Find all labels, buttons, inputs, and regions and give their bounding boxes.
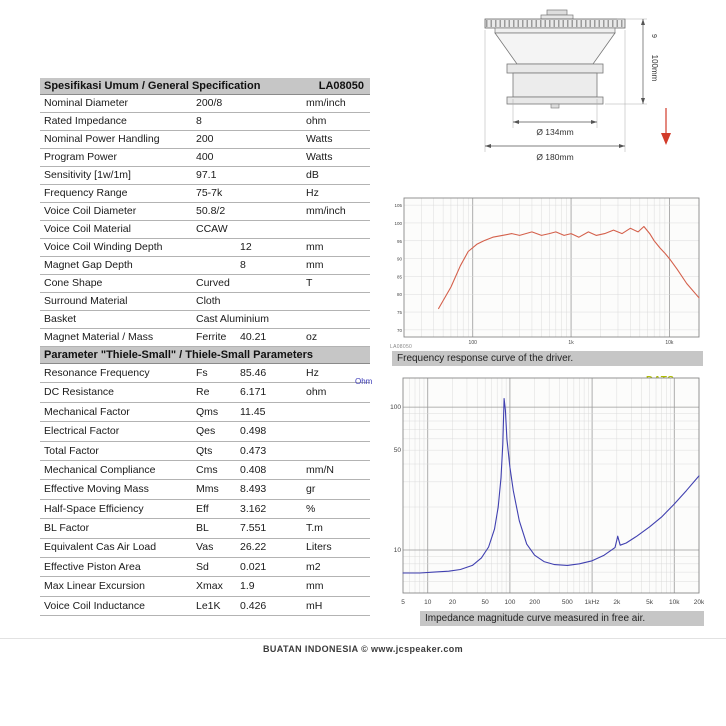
impedance-chart bbox=[384, 372, 704, 606]
table-cell: 0.021 bbox=[240, 560, 267, 573]
svg-text:5k: 5k bbox=[646, 599, 653, 606]
table-row bbox=[40, 329, 370, 347]
table-cell: Qms bbox=[196, 405, 219, 418]
table-cell: dB bbox=[306, 169, 319, 182]
table-row bbox=[40, 442, 370, 461]
table-cell: mm/inch bbox=[306, 97, 346, 110]
table-cell: Cone Shape bbox=[44, 277, 103, 290]
table-cell: Mms bbox=[196, 483, 219, 496]
table-cell: gr bbox=[306, 483, 316, 496]
svg-text:1kHz: 1kHz bbox=[584, 599, 600, 606]
table-cell: Sd bbox=[196, 560, 209, 573]
svg-text:70: 70 bbox=[396, 327, 402, 333]
table-cell: Rated Impedance bbox=[44, 115, 127, 128]
red-arrow-icon bbox=[661, 108, 671, 145]
table-row bbox=[40, 403, 370, 422]
svg-text:100: 100 bbox=[468, 340, 477, 346]
dimension-label-height: 100mm bbox=[650, 54, 659, 82]
frequency-response-plot bbox=[388, 194, 702, 346]
table-cell: DC Resistance bbox=[44, 386, 115, 399]
table-cell: Basket bbox=[44, 313, 77, 326]
svg-text:85: 85 bbox=[396, 274, 402, 280]
table-cell: Voice Coil Inductance bbox=[44, 599, 145, 612]
table-cell: mH bbox=[306, 599, 323, 612]
table-row bbox=[40, 422, 370, 441]
table-cell: Effective Moving Mass bbox=[44, 483, 149, 496]
table-cell: BL Factor bbox=[44, 522, 90, 535]
table-cell: Voice Coil Winding Depth bbox=[44, 241, 163, 254]
table-cell: Vas bbox=[196, 541, 214, 554]
dimension-label-outer-diameter: Ø 180mm bbox=[536, 152, 574, 162]
table-cell: mm bbox=[306, 259, 324, 272]
thiele-small-title: Parameter "Thiele-Small" / Thiele-Small Parameters bbox=[44, 349, 314, 361]
dimension-label-inner-diameter: Ø 134mm bbox=[536, 127, 574, 137]
table-cell: Half-Space Efficiency bbox=[44, 502, 144, 515]
svg-text:50: 50 bbox=[393, 447, 401, 455]
table-cell: Program Power bbox=[44, 151, 117, 164]
table-cell: T.m bbox=[306, 522, 323, 535]
table-row bbox=[40, 500, 370, 519]
table-row bbox=[40, 275, 370, 293]
svg-text:5: 5 bbox=[401, 599, 405, 606]
table-cell: Frequency Range bbox=[44, 187, 128, 200]
footer-text: BUATAN INDONESIA © www.jcspeaker.com bbox=[262, 644, 464, 654]
table-row bbox=[40, 539, 370, 558]
table-cell: Effective Piston Area bbox=[44, 560, 141, 573]
table-cell: Magnet Gap Depth bbox=[44, 259, 133, 272]
svg-text:90: 90 bbox=[396, 256, 402, 262]
table-cell: 400 bbox=[196, 151, 214, 164]
speaker-drawing bbox=[455, 6, 710, 186]
table-row bbox=[40, 185, 370, 203]
impedance-y-axis-label: Ohm bbox=[355, 377, 373, 386]
table-cell: 12 bbox=[240, 241, 252, 254]
svg-text:100: 100 bbox=[504, 599, 516, 606]
table-cell: Xmax bbox=[196, 580, 223, 593]
table-cell: 8 bbox=[240, 259, 246, 272]
svg-text:1k: 1k bbox=[568, 340, 574, 346]
table-cell: 0.426 bbox=[240, 599, 267, 612]
table-cell: ohm bbox=[306, 115, 327, 128]
table-row bbox=[40, 95, 370, 113]
table-cell: 7.551 bbox=[240, 522, 267, 535]
svg-text:105: 105 bbox=[394, 203, 402, 209]
table-cell: Magnet Material / Mass bbox=[44, 331, 154, 344]
table-row bbox=[40, 311, 370, 329]
svg-text:100: 100 bbox=[390, 404, 401, 412]
table-cell: m2 bbox=[306, 560, 321, 573]
table-cell: Max Linear Excursion bbox=[44, 580, 145, 593]
general-spec-header bbox=[40, 78, 370, 95]
table-cell: T bbox=[306, 277, 313, 290]
svg-text:10: 10 bbox=[393, 547, 401, 554]
table-cell: 50.8/2 bbox=[196, 205, 226, 218]
table-cell: Hz bbox=[306, 366, 319, 379]
table-cell: Ferrite bbox=[196, 331, 227, 344]
table-row bbox=[40, 113, 370, 131]
table-cell: 200 bbox=[196, 133, 214, 146]
table-cell: 85.46 bbox=[240, 366, 267, 379]
table-cell: Nominal Power Handling bbox=[44, 133, 160, 146]
table-cell: BL bbox=[196, 522, 209, 535]
svg-text:200: 200 bbox=[529, 599, 541, 606]
impedance-plot bbox=[384, 372, 704, 606]
table-row bbox=[40, 577, 370, 596]
table-row bbox=[40, 461, 370, 480]
model-number: LA08050 bbox=[318, 80, 364, 92]
table-cell: % bbox=[306, 502, 316, 515]
svg-text:10k: 10k bbox=[665, 340, 674, 346]
frequency-response-chart bbox=[388, 194, 702, 346]
svg-text:50: 50 bbox=[481, 599, 489, 606]
table-cell: oz bbox=[306, 331, 318, 344]
table-row bbox=[40, 203, 370, 221]
table-cell: Sensitivity [1w/1m] bbox=[44, 169, 131, 182]
table-cell: Curved bbox=[196, 277, 230, 290]
table-cell: 3.162 bbox=[240, 502, 267, 515]
table-row bbox=[40, 257, 370, 275]
footer-divider bbox=[0, 638, 726, 639]
table-cell: 0.408 bbox=[240, 463, 267, 476]
table-cell: Qes bbox=[196, 425, 216, 438]
table-cell: Watts bbox=[306, 151, 333, 164]
table-cell: Mechanical Compliance bbox=[44, 463, 156, 476]
general-spec-title: Spesifikasi Umum / General Specification bbox=[44, 80, 261, 92]
svg-text:20: 20 bbox=[448, 599, 457, 606]
table-cell: 0.473 bbox=[240, 444, 267, 457]
table-cell: Surround Material bbox=[44, 295, 128, 308]
table-row bbox=[40, 597, 370, 616]
table-cell: Voice Coil Diameter bbox=[44, 205, 137, 218]
table-cell: Watts bbox=[306, 133, 333, 146]
table-cell: 8 bbox=[196, 115, 202, 128]
table-cell: Eff bbox=[196, 502, 209, 515]
table-row bbox=[40, 480, 370, 499]
table-cell: Electrical Factor bbox=[44, 425, 120, 438]
table-cell: Fs bbox=[196, 366, 208, 379]
table-row bbox=[40, 558, 370, 577]
table-cell: Re bbox=[196, 386, 210, 399]
table-cell: mm bbox=[306, 580, 324, 593]
spec-tables bbox=[40, 78, 373, 616]
table-cell: Cms bbox=[196, 463, 218, 476]
table-cell: Voice Coil Material bbox=[44, 223, 131, 236]
table-cell: mm/inch bbox=[306, 205, 346, 218]
thiele-small-table bbox=[40, 364, 373, 616]
table-row bbox=[40, 149, 370, 167]
table-cell: Total Factor bbox=[44, 444, 99, 457]
table-cell: Equivalent Cas Air Load bbox=[44, 541, 157, 554]
svg-text:10k: 10k bbox=[669, 599, 680, 606]
table-cell: Resonance Frequency bbox=[44, 366, 150, 379]
svg-text:20k: 20k bbox=[693, 599, 704, 606]
dimension-label-small: 9 bbox=[650, 34, 657, 38]
table-row bbox=[40, 364, 370, 383]
impedance-chart-caption: Impedance magnitude curve measured in free air. bbox=[420, 611, 704, 626]
svg-text:80: 80 bbox=[396, 292, 402, 298]
table-cell: ohm bbox=[306, 386, 327, 399]
svg-text:10: 10 bbox=[424, 599, 432, 606]
table-cell: Liters bbox=[306, 541, 332, 554]
frequency-chart-caption: Frequency response curve of the driver. bbox=[392, 351, 703, 366]
table-cell: 75-7k bbox=[196, 187, 223, 200]
svg-text:75: 75 bbox=[396, 310, 402, 316]
table-cell: 26.22 bbox=[240, 541, 267, 554]
table-row bbox=[40, 131, 370, 149]
table-cell: Cloth bbox=[196, 295, 221, 308]
table-cell: Nominal Diameter bbox=[44, 97, 129, 110]
table-cell: Hz bbox=[306, 187, 319, 200]
table-cell: 6.171 bbox=[240, 386, 267, 399]
table-cell: 1.9 bbox=[240, 580, 255, 593]
svg-text:2k: 2k bbox=[613, 599, 621, 606]
svg-text:100: 100 bbox=[394, 220, 402, 226]
table-cell: CCAW bbox=[196, 223, 228, 236]
general-spec-table bbox=[40, 95, 370, 347]
table-cell: 8.493 bbox=[240, 483, 267, 496]
table-row bbox=[40, 239, 370, 257]
table-cell: Le1K bbox=[196, 599, 221, 612]
table-row bbox=[40, 167, 370, 185]
table-cell: Qts bbox=[196, 444, 213, 457]
table-cell: 0.498 bbox=[240, 425, 267, 438]
table-cell: mm bbox=[306, 241, 324, 254]
table-row bbox=[40, 293, 370, 311]
table-cell: 11.45 bbox=[240, 405, 266, 418]
speaker-cross-section bbox=[455, 6, 710, 186]
table-cell: Mechanical Factor bbox=[44, 405, 130, 418]
table-cell: Cast Aluminium bbox=[196, 313, 269, 326]
thiele-small-header bbox=[40, 347, 370, 364]
svg-text:500: 500 bbox=[561, 599, 573, 606]
frequency-chart-legend: LA08050 bbox=[390, 344, 413, 350]
table-row bbox=[40, 221, 370, 239]
table-row bbox=[40, 383, 370, 402]
table-cell: 40.21 bbox=[240, 331, 267, 344]
table-row bbox=[40, 519, 370, 538]
table-cell: mm/N bbox=[306, 463, 334, 476]
table-cell: 200/8 bbox=[196, 97, 223, 110]
table-cell: 97.1 bbox=[196, 169, 217, 182]
svg-text:95: 95 bbox=[396, 238, 402, 244]
